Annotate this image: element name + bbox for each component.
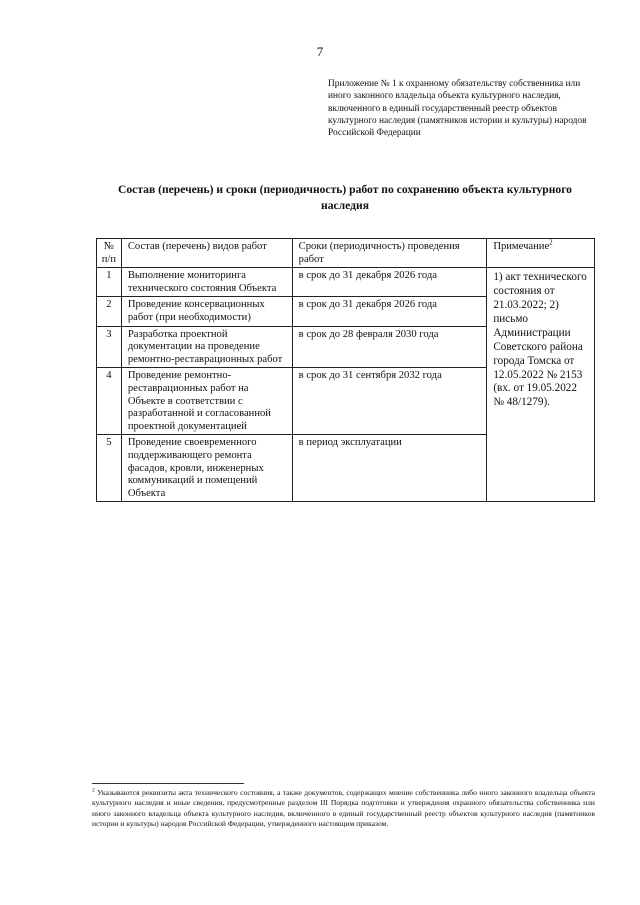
page-number: 7	[316, 44, 324, 59]
works-table	[96, 238, 595, 502]
header-note-label: Примечание	[493, 241, 550, 252]
header-name: Состав (перечень) видов работ	[121, 239, 292, 268]
row-terms: в срок до 31 декабря 2026 года	[292, 297, 487, 326]
footnote-marker: 2	[92, 787, 95, 794]
row-num: 5	[97, 435, 122, 502]
document-title: Состав (перечень) и сроки (периодичность) работ по сохранению объекта культурного наследия	[118, 183, 572, 212]
appendix-note: Приложение № 1 к охранному обязательству собственника или иного законного владельца объекта культурного наследия, включенного в единый государственный реестр объектов культурного наследия (памятников истории и культуры) народов Российской Федерации	[328, 79, 587, 139]
row-num: 2	[97, 297, 122, 326]
footnote	[92, 788, 595, 830]
row-num: 1	[97, 268, 122, 297]
row-num: 3	[97, 326, 122, 368]
header-note	[487, 239, 595, 268]
row-name: Проведение своевременного поддерживающего ремонта фасадов, кровли, инженерных коммуникаций и помещений Объекта	[121, 435, 292, 502]
header-num: № п/п	[97, 239, 122, 268]
footnote-separator	[92, 783, 244, 784]
row-name: Проведение ремонтно-реставрационных работ на Объекте в соответствии с разработанной и согласованной проектной документацией	[121, 368, 292, 435]
header-terms: Сроки (периодичность) проведения работ	[292, 239, 487, 268]
header-note-sup: 2	[549, 238, 553, 247]
row-name: Разработка проектной документации на проведение ремонтно-реставрационных работ	[121, 326, 292, 368]
footnote-text: Указываются реквизиты акта технического состояния, а также документов, содержащих мнение собственника либо иного законного владельца объекта культурного наследия и иные сведения, предусмотренные разделом III Порядка подготовки и утверждения охранного обязательства собственника или иного законного владельца объекта культурного наследия, включенного в единый государственный реестр объектов культурного наследия (памятников истории и культуры) народов Российской Федерации, утвержденного настоящим приказом.	[92, 788, 595, 829]
row-num: 4	[97, 368, 122, 435]
row-name: Проведение консервационных работ (при необходимости)	[121, 297, 292, 326]
row-terms: в срок до 31 декабря 2026 года	[292, 268, 487, 297]
note-cell: 1) акт технического состояния от 21.03.2022; 2) письмо Администрации Советского района города Томска от 12.05.2022 № 2153 (вх. от 19.05.2022 № 48/1279).	[487, 268, 595, 502]
row-terms: в срок до 28 февраля 2030 года	[292, 326, 487, 368]
table-header-row	[97, 239, 595, 268]
row-name: Выполнение мониторинга технического состояния Объекта	[121, 268, 292, 297]
table-row	[97, 268, 595, 297]
row-terms: в период эксплуатации	[292, 435, 487, 502]
row-terms: в срок до 31 сентября 2032 года	[292, 368, 487, 435]
